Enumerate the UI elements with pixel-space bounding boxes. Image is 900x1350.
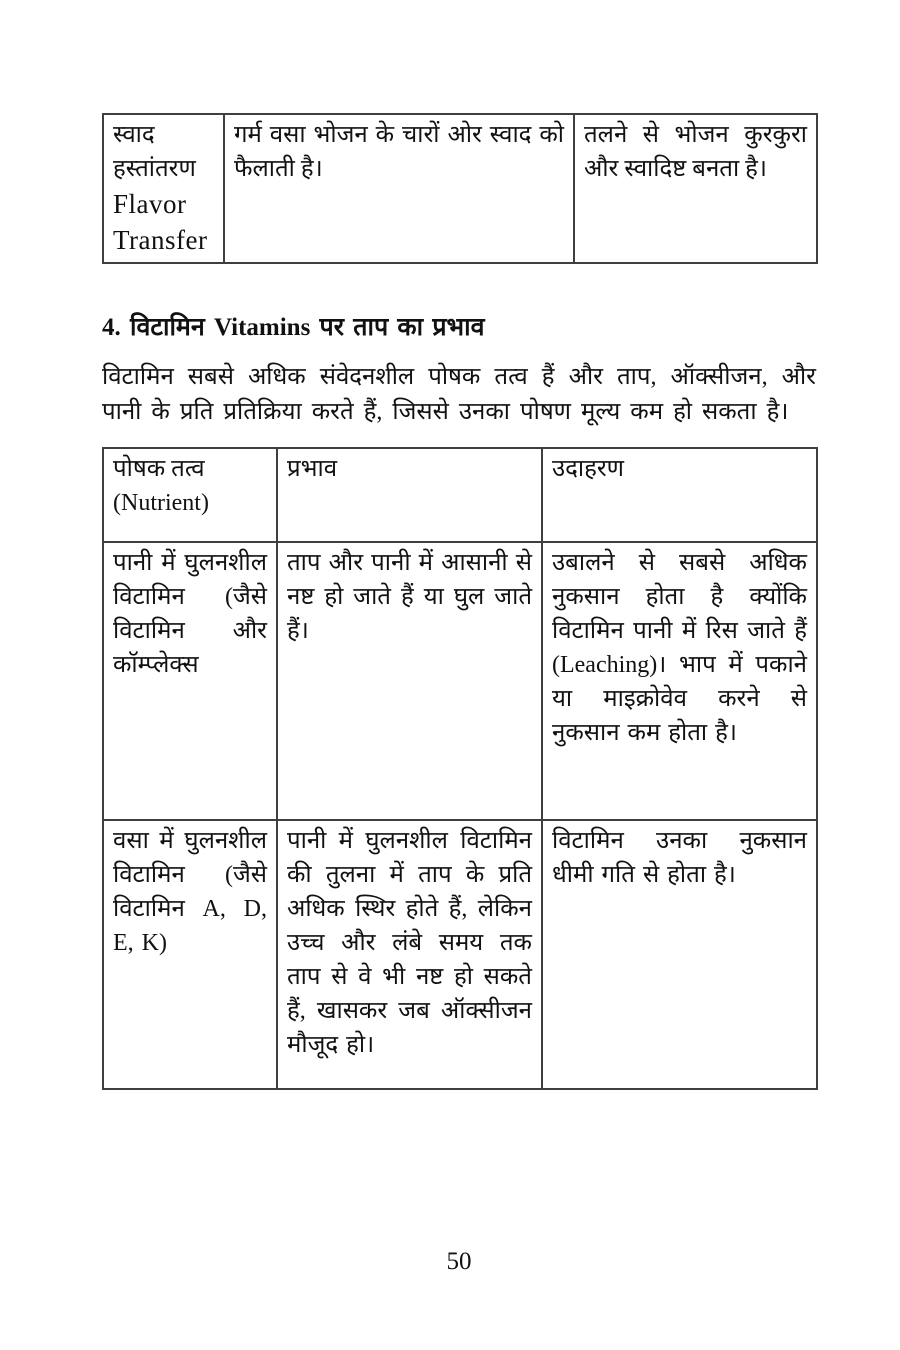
- header-example: उदाहरण: [542, 448, 817, 542]
- header-nutrient-hindi: पोषक तत्व: [113, 456, 205, 482]
- header-nutrient: [103, 448, 277, 542]
- cell-flavor-transfer-nutrient: [103, 114, 224, 263]
- cell-fat-soluble-nutrient: वसा में घुलनशील विटामिन (जैसे विटामिन A, D, E, K): [103, 820, 277, 1089]
- intro-paragraph: विटामिन सबसे अधिक संवेदनशील पोषक तत्व हैं और ताप, ऑक्सीजन, और पानी के प्रति प्रतिक्रिया करते हैं, जिससे उनका पोषण मूल्य कम हो सकता है।: [102, 364, 816, 425]
- table-row-fat-soluble: [103, 820, 817, 1089]
- header-effect: प्रभाव: [277, 448, 542, 542]
- table-row-water-soluble: [103, 542, 817, 820]
- table-header-row: [103, 448, 817, 542]
- cell-water-soluble-nutrient: पानी में घुलनशील विटामिन (जैसे विटामिन और कॉम्प्लेक्स: [103, 542, 277, 820]
- nutrient-label-hindi: स्वाद हस्तांतरण: [113, 122, 196, 182]
- section-heading: 4. विटामिन Vitamins पर ताप का प्रभाव: [102, 314, 485, 341]
- flavor-transfer-table: [102, 113, 818, 264]
- cell-fat-soluble-example: विटामिन उनका नुकसान धीमी गति से होता है।: [542, 820, 817, 1089]
- cell-fat-soluble-effect: पानी में घुलनशील विटामिन की तुलना में ताप के प्रति अधिक स्थिर होते हैं, लेकिन उच्च और लंबे समय तक ताप से वे भी नष्ट हो सकते हैं, खासकर जब ऑक्सीजन मौजूद हो।: [277, 820, 542, 1089]
- page-number: 50: [446, 1248, 472, 1275]
- header-nutrient-english: (Nutrient): [113, 490, 209, 516]
- cell-flavor-transfer-effect: गर्म वसा भोजन के चारों ओर स्वाद को फैलाती है।: [224, 114, 574, 263]
- vitamins-effect-table: [102, 447, 818, 1090]
- cell-flavor-transfer-example: तलने से भोजन कुरकुरा और स्वादिष्ट बनता है।: [574, 114, 817, 263]
- cell-water-soluble-example: उबालने से सबसे अधिक नुकसान होता है क्योंकि विटामिन पानी में रिस जाते हैं (Leaching)। भाप में पकाने या माइक्रोवेव करने से नुकसान कम होता है।: [542, 542, 817, 820]
- table-row: [103, 114, 817, 263]
- document-page: [102, 113, 816, 1090]
- nutrient-label-english-line1: Flavor: [113, 189, 187, 219]
- cell-water-soluble-effect: ताप और पानी में आसानी से नष्ट हो जाते हैं या घुल जाते हैं।: [277, 542, 542, 820]
- nutrient-label-english-line2: Transfer: [113, 225, 208, 255]
